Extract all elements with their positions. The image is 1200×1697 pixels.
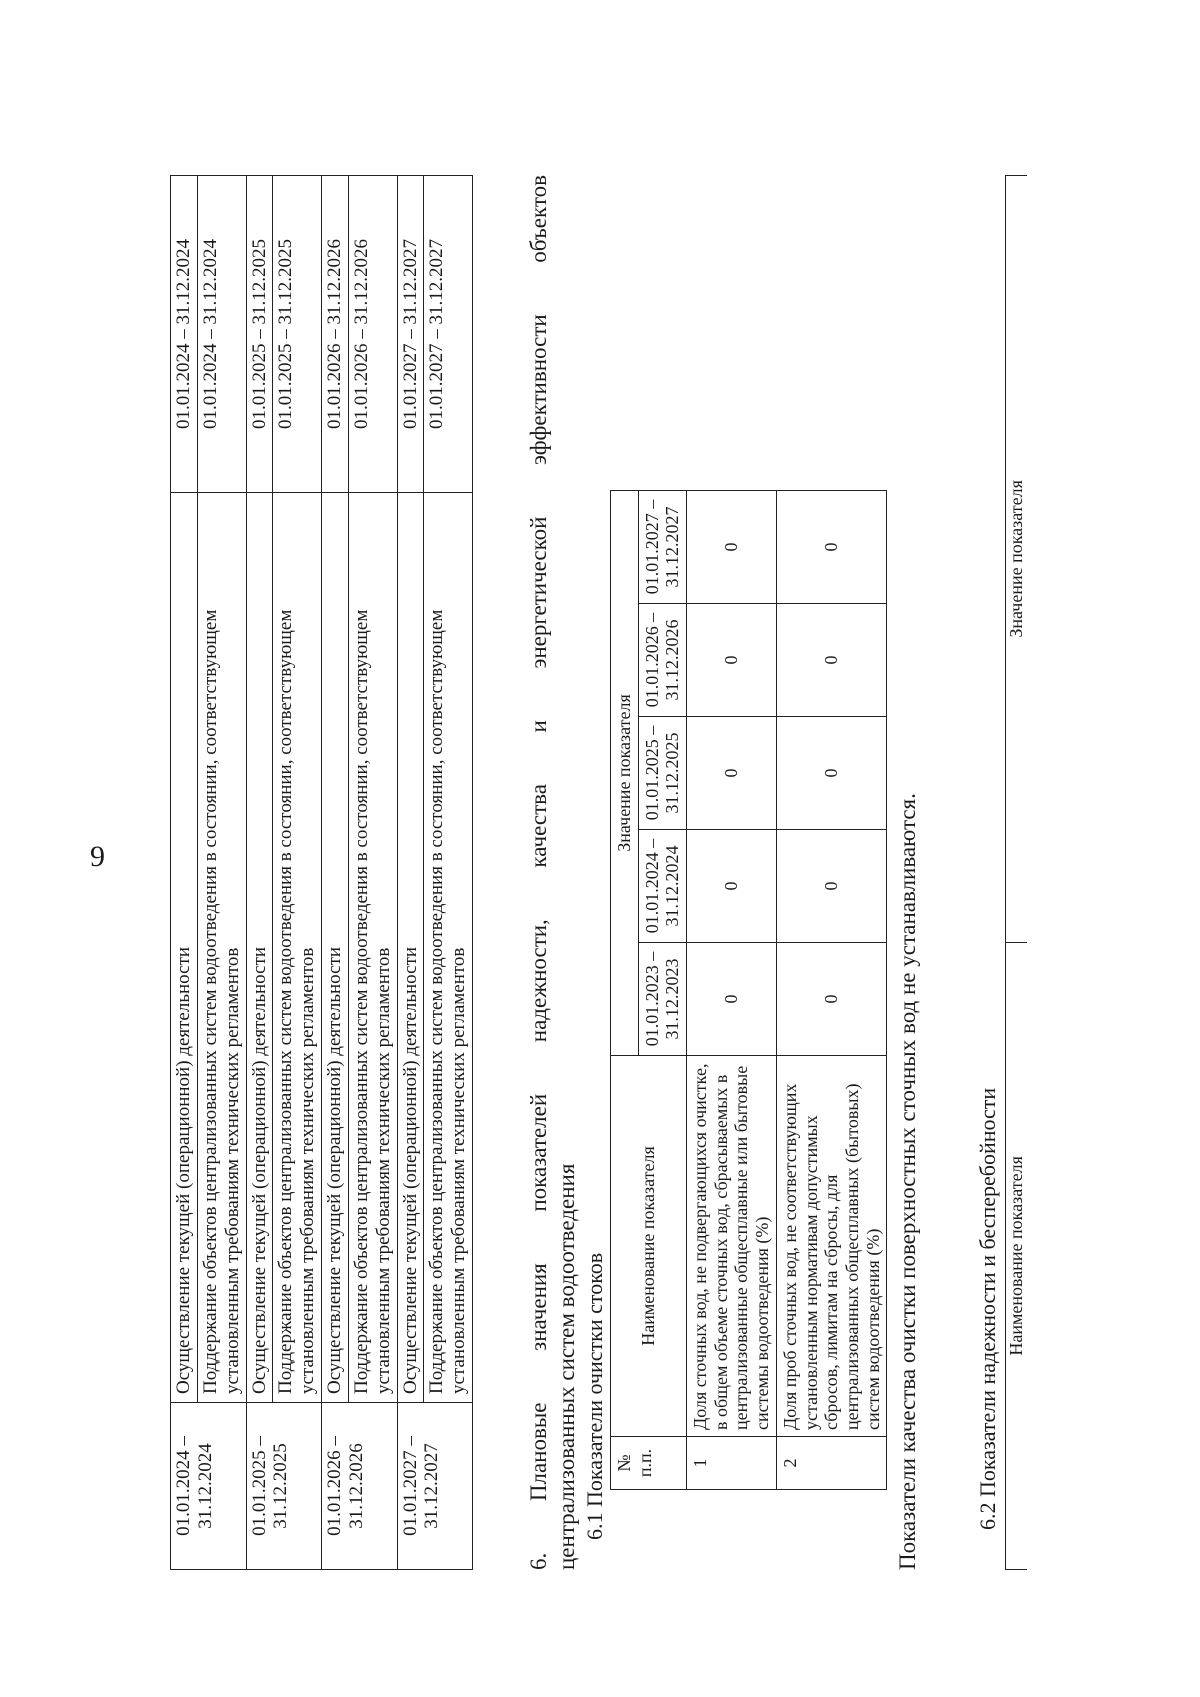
schedule-measure: Поддержание объектов централизованных систем водоотведения в состоянии, соответствующем установленным требованиям технических регламентов: [424, 493, 473, 1403]
schedule-term: 01.01.2026 – 31.12.2026: [348, 176, 397, 493]
schedule-row: [397, 176, 424, 1570]
cleaning-indicators-table: [610, 490, 887, 1490]
schedule-measure: Осуществление текущей (операционной) деятельности: [171, 493, 198, 1403]
schedule-measure: Осуществление текущей (операционной) деятельности: [322, 493, 349, 1403]
surface-water-note: Показатели качества очистки поверхностных сточных вод не устанавливаются.: [895, 793, 920, 1570]
schedule-table: [170, 175, 473, 1570]
page-number: 9: [90, 840, 105, 873]
indicator-value: 0: [776, 943, 886, 1056]
indicator-number: 1: [687, 1437, 777, 1490]
period-header: 01.01.2024 – 31.12.2024: [638, 830, 686, 943]
period-header: 01.01.2027 – 31.12.2027: [638, 491, 686, 604]
indicator-value: 0: [776, 491, 886, 604]
indicator-value: 0: [776, 604, 886, 717]
schedule-measure: Поддержание объектов централизованных систем водоотведения в состоянии, соответствующем установленным требованиям технических регламентов: [197, 493, 246, 1403]
section-6-heading: [525, 175, 580, 1570]
schedule-term: 01.01.2027 – 31.12.2027: [424, 176, 473, 493]
period-header: 01.01.2023 – 31.12.2023: [638, 943, 686, 1056]
indicator-value: 0: [776, 717, 886, 830]
schedule-period: 01.01.2025 – 31.12.2025: [246, 1403, 322, 1570]
schedule-term: 01.01.2025 – 31.12.2025: [273, 176, 322, 493]
reliability-column-name: Наименование показателя: [1006, 942, 1028, 1569]
schedule-period: 01.01.2027 – 31.12.2027: [397, 1403, 473, 1570]
reliability-table: [1005, 175, 1027, 1570]
indicator-value: 0: [687, 830, 777, 943]
column-header-values: Значение показателя: [611, 491, 639, 1056]
column-header-name: Наименование показателя: [611, 1056, 687, 1437]
schedule-row: [171, 176, 198, 1570]
schedule-period: 01.01.2024 – 31.12.2024: [171, 1403, 247, 1570]
indicator-value: 0: [687, 943, 777, 1056]
schedule-row: [273, 176, 322, 1570]
schedule-row: [424, 176, 473, 1570]
indicator-name: Доля проб сточных вод, не соответствующих установленным нормативам допустимых сбросов, лимитам на сбросы, для централизованных общесплавных (бытовых) систем водоотведения (%): [776, 1056, 886, 1437]
indicator-name: Доля сточных вод, не подвергающихся очистке, в общем объеме сточных вод, сбрасываемых в централизованные общесплавные или бытовые системы водоотведения (%): [687, 1056, 777, 1437]
subsection-6-2-title: 6.2 Показатели надежности и бесперебойности: [975, 1087, 1000, 1530]
indicator-row: [687, 491, 777, 1490]
indicator-value: 0: [687, 604, 777, 717]
section-6-title: 6. Плановые значения показателей надежности, качества и энергетической эффективности объектов: [526, 175, 551, 1570]
section-6-title-continuation: централизованных систем водоотведения: [553, 1163, 579, 1570]
schedule-measure: Поддержание объектов централизованных систем водоотведения в состоянии, соответствующем установленным требованиям технических регламентов: [348, 493, 397, 1403]
reliability-column-values: Значение показателя: [1006, 176, 1028, 943]
indicator-value: 0: [687, 717, 777, 830]
schedule-row: [322, 176, 349, 1570]
schedule-term: 01.01.2024 – 31.12.2024: [197, 176, 246, 493]
indicator-number: 2: [776, 1437, 886, 1490]
schedule-measure: Осуществление текущей (операционной) деятельности: [246, 493, 273, 1403]
schedule-term: 01.01.2025 – 31.12.2025: [246, 176, 273, 493]
period-header: 01.01.2026 – 31.12.2026: [638, 604, 686, 717]
period-header: 01.01.2025 – 31.12.2025: [638, 717, 686, 830]
indicator-value: 0: [687, 491, 777, 604]
schedule-measure: Поддержание объектов централизованных систем водоотведения в состоянии, соответствующем установленным требованиям технических регламентов: [273, 493, 322, 1403]
subsection-6-1-title: 6.1 Показатели очистки стоков: [582, 1252, 607, 1540]
schedule-row: [348, 176, 397, 1570]
schedule-row: [246, 176, 273, 1570]
schedule-row: [197, 176, 246, 1570]
rotated-document: [170, 170, 1070, 1570]
indicator-row: [776, 491, 886, 1490]
indicator-value: 0: [776, 830, 886, 943]
schedule-measure: Осуществление текущей (операционной) деятельности: [397, 493, 424, 1403]
schedule-term: 01.01.2024 – 31.12.2024: [171, 176, 198, 493]
schedule-term: 01.01.2026 – 31.12.2026: [322, 176, 349, 493]
schedule-term: 01.01.2027 – 31.12.2027: [397, 176, 424, 493]
column-header-number: № п.п.: [611, 1437, 687, 1490]
schedule-period: 01.01.2026 – 31.12.2026: [322, 1403, 398, 1570]
